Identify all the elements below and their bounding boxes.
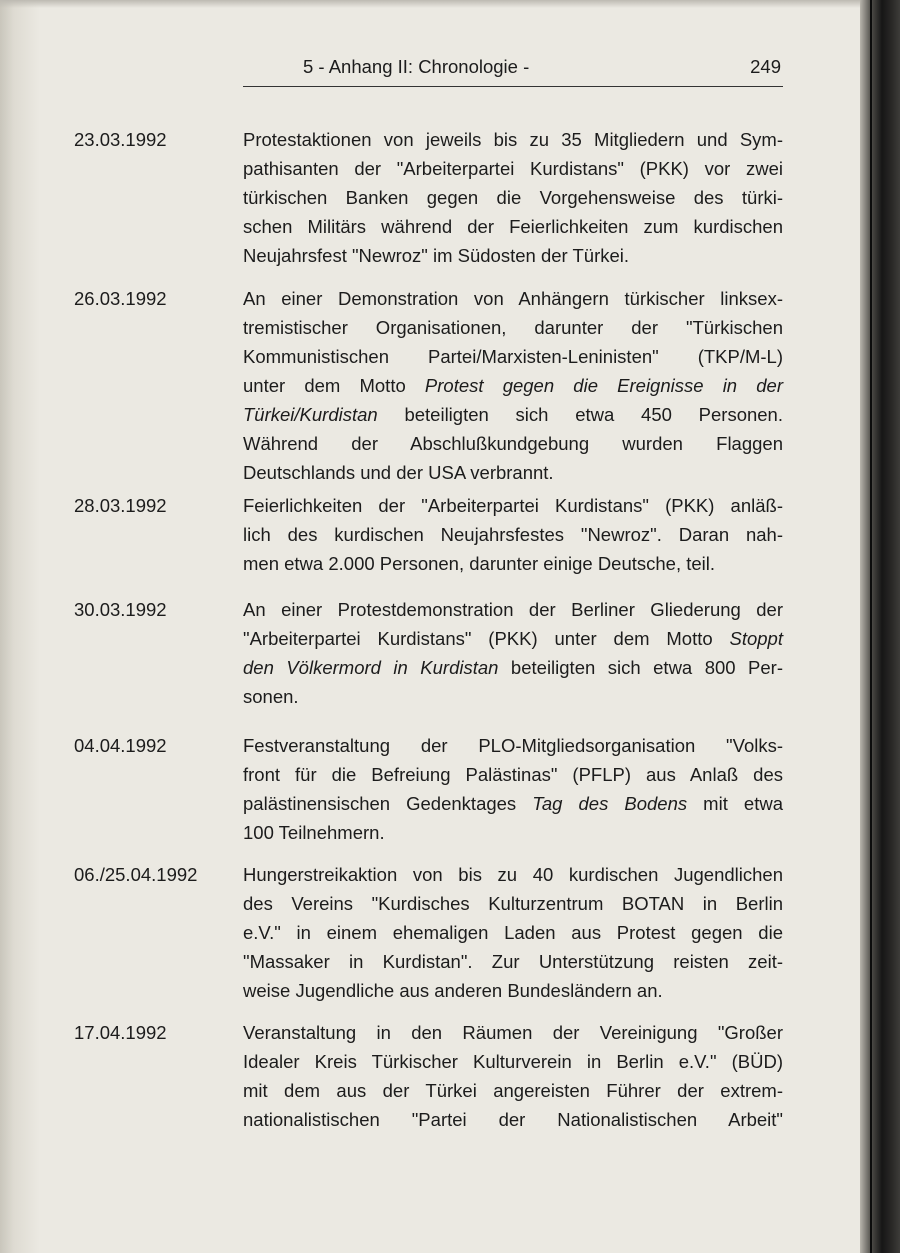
entry-text	[243, 491, 783, 578]
motto-italic: den Völkermord in Kurdistan	[243, 657, 499, 678]
entry-date: 28.03.1992	[74, 495, 167, 516]
chapter-title: 5 - Anhang II: Chronologie -	[303, 56, 530, 77]
entry-date: 23.03.1992	[74, 129, 167, 150]
text-line: weise Jugendliche aus anderen Bundesländern an.	[243, 980, 663, 1001]
text-line: Protestaktionen von jeweils bis zu 35 Mitgliedern und Sym-	[243, 129, 783, 150]
text-line: Festveranstaltung der PLO-Mitgliedsorganisation "Volks-	[243, 735, 783, 756]
motto-italic: Protest gegen die Ereignisse in der	[424, 375, 784, 396]
text-line: Kommunistischen Partei/Marxisten-Leninisten" (TKP/M-L)	[243, 346, 783, 367]
text-line: An einer Protestdemonstration der Berliner Gliederung der	[243, 599, 783, 620]
text-line	[243, 371, 783, 400]
text-line: schen Militärs während der Feierlichkeiten zum kurdischen	[243, 216, 783, 237]
binding-line	[870, 0, 872, 1253]
text-line	[243, 624, 783, 653]
text-line: türkischen Banken gegen die Vorgehensweise des türki-	[243, 187, 783, 208]
entry-date: 06./25.04.1992	[74, 864, 198, 885]
text-line: des Vereins "Kurdisches Kulturzentrum BOTAN in Berlin	[243, 893, 783, 914]
entry-text	[243, 595, 783, 711]
text-line: Veranstaltung in den Räumen der Vereinigung "Großer	[243, 1022, 783, 1043]
motto-italic: Türkei/Kurdistan	[243, 404, 378, 425]
book-binding	[860, 0, 900, 1253]
text-line: 100 Teilnehmern.	[243, 822, 385, 843]
entry-date: 30.03.1992	[74, 599, 167, 620]
text-line: mit dem aus der Türkei angereisten Führer der extrem-	[243, 1080, 783, 1101]
text-line: Idealer Kreis Türkischer Kulturverein in Berlin e.V." (BÜD)	[243, 1051, 783, 1072]
entry-date: 26.03.1992	[74, 288, 167, 309]
motto-italic: Tag des Bodens	[532, 793, 688, 814]
entry-text	[243, 731, 783, 847]
text-line: e.V." in einem ehemaligen Laden aus Protest gegen die	[243, 922, 783, 943]
text-line	[243, 653, 783, 682]
entry-date: 04.04.1992	[74, 735, 167, 756]
text-line: tremistischer Organisationen, darunter der "Türkischen	[243, 317, 783, 338]
text-line: front für die Befreiung Palästinas" (PFLP) aus Anlaß des	[243, 764, 783, 785]
text-line: sonen.	[243, 686, 299, 707]
text-line: Neujahrsfest "Newroz" im Südosten der Türkei.	[243, 245, 630, 266]
text-line: men etwa 2.000 Personen, darunter einige Deutsche, teil.	[243, 553, 716, 574]
text-line: Feierlichkeiten der "Arbeiterpartei Kurdistans" (PKK) anläß-	[243, 495, 783, 516]
text-segment: "Arbeiterpartei Kurdistans" (PKK) unter dem Motto	[243, 628, 730, 649]
entry-text	[243, 125, 783, 270]
page-number: 249	[750, 56, 781, 77]
running-header	[243, 52, 783, 82]
text-line: "Massaker in Kurdistan". Zur Unterstützung reisten zeit-	[243, 951, 783, 972]
text-segment: beteiligten sich etwa 800 Per-	[498, 657, 783, 678]
top-edge-shadow	[0, 0, 900, 8]
text-line: lich des kurdischen Neujahrsfestes "Newroz". Daran nah-	[243, 524, 783, 545]
text-line: pathisanten der "Arbeiterpartei Kurdistans" (PKK) vor zwei	[243, 158, 783, 179]
entry-date: 17.04.1992	[74, 1022, 167, 1043]
text-segment: palästinensischen Gedenktages	[243, 793, 533, 814]
text-line: Während der Abschlußkundgebung wurden Flaggen	[243, 433, 783, 454]
text-segment: unter dem Motto	[243, 375, 425, 396]
text-line: An einer Demonstration von Anhängern türkischer linksex-	[243, 288, 783, 309]
text-segment: beteiligten sich etwa 450 Personen.	[377, 404, 783, 425]
text-line: Hungerstreikaktion von bis zu 40 kurdischen Jugendlichen	[243, 864, 783, 885]
text-segment: mit etwa	[687, 793, 783, 814]
text-line	[243, 400, 783, 429]
motto-italic: Stoppt	[729, 628, 783, 649]
text-line: nationalistischen "Partei der Nationalistischen Arbeit"	[243, 1109, 783, 1130]
header-rule	[243, 86, 783, 87]
text-line: Deutschlands und der USA verbrannt.	[243, 462, 554, 483]
entry-text	[243, 860, 783, 1005]
page-edge-shadow	[0, 0, 40, 1253]
text-line	[243, 789, 783, 818]
entry-text	[243, 1018, 783, 1134]
entry-text	[243, 284, 783, 487]
